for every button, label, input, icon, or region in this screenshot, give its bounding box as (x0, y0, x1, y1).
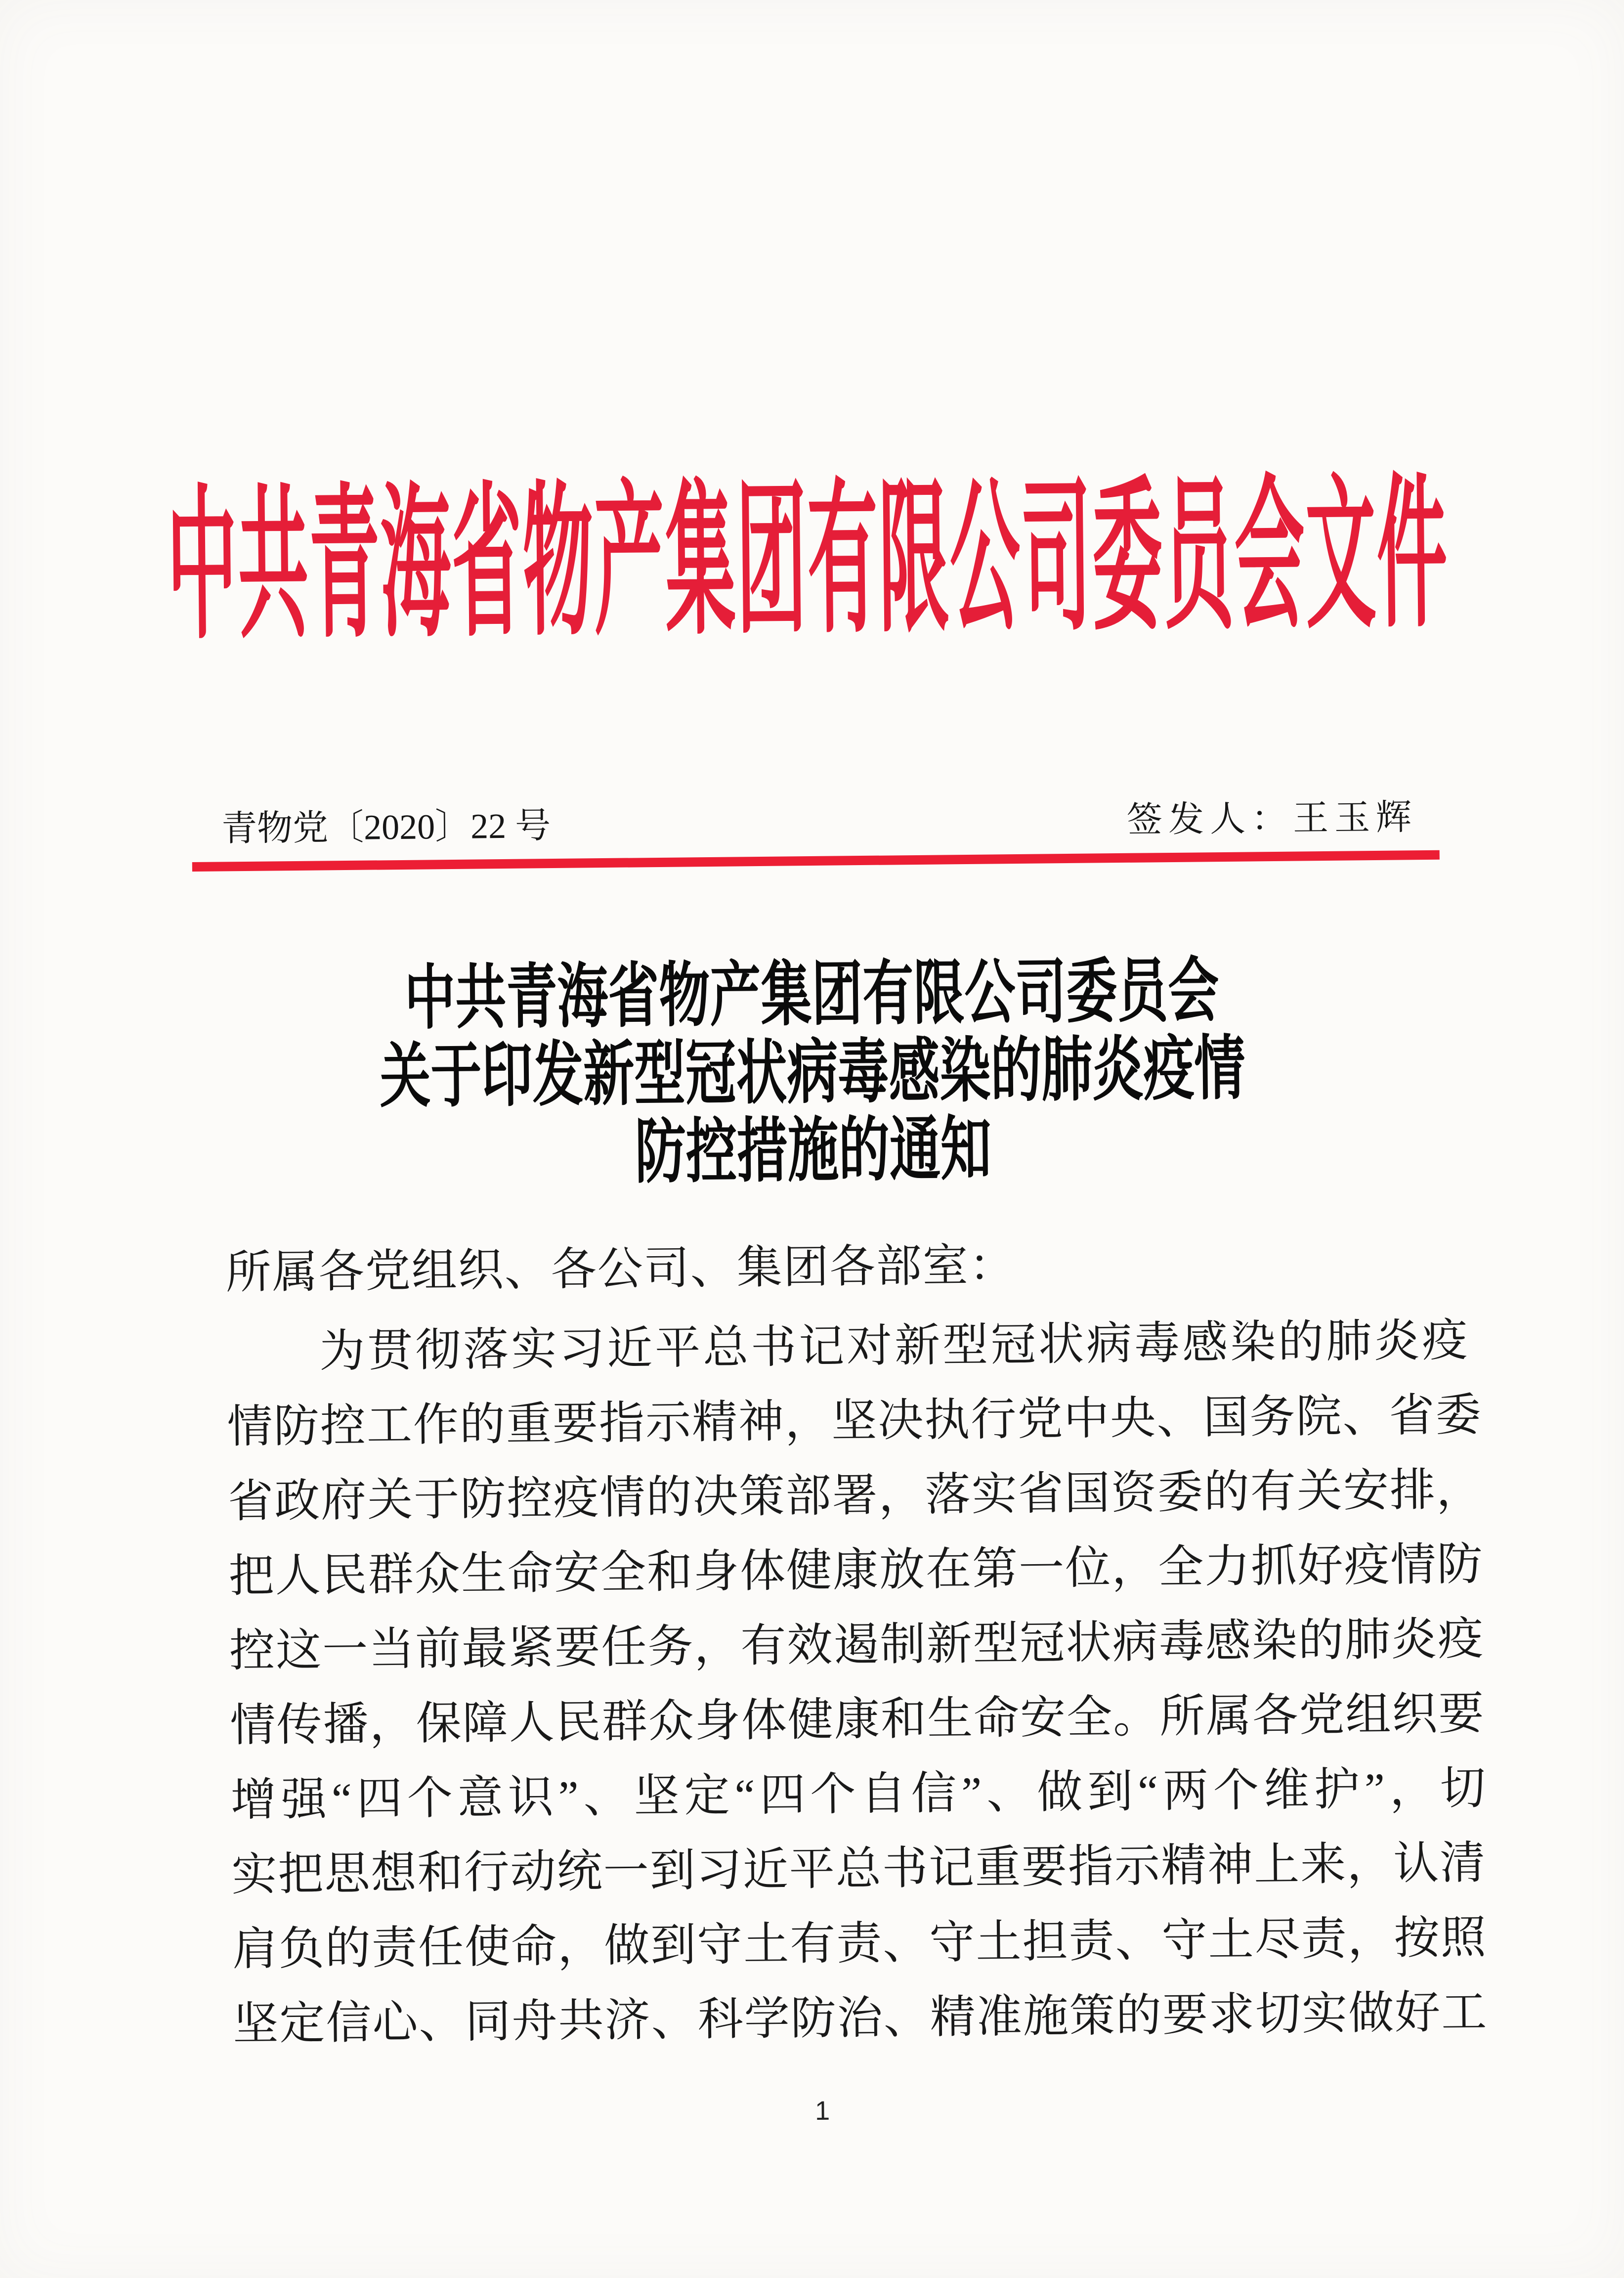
body-line: 实把思想和行动统一到习近平总书记重要指示精神上来，认清 (231, 1837, 1486, 1900)
doc-number: 青物党〔2020〕22 号 (221, 806, 551, 849)
notice-title-line-2: 关于印发新型冠状病毒感染的肺炎疫情 (379, 1029, 1246, 1116)
notice-title-line-3: 防控措施的通知 (635, 1109, 992, 1191)
red-header-title: 中共青海省物产集团有限公司委员会文件 (166, 463, 1449, 659)
salutation: 所属各党组织、各公司、集团各部室： (225, 1240, 1016, 1298)
doc-info-row (221, 795, 1418, 851)
notice-title-line-1: 中共青海省物产集团有限公司委员会 (404, 951, 1220, 1038)
red-divider-line (192, 850, 1440, 872)
body-line: 情传播，保障人民群众身体健康和生命安全。所属各党组织要 (230, 1688, 1485, 1751)
issuer: 签发人：王玉辉 (1126, 797, 1418, 840)
body-line: 把人民群众生命安全和身体健康放在第一位，全力抓好疫情防 (228, 1539, 1484, 1602)
body-line: 情防控工作的重要指示精神，坚决执行党中央、国务院、省委 (227, 1390, 1482, 1452)
body-line: 坚定信心、同舟共济、科学防治、精准施策的要求切实做好工 (232, 1986, 1488, 2050)
body-line: 为贯彻落实习近平总书记对新型冠状病毒感染的肺炎疫 (319, 1315, 1470, 1377)
body-line: 肩负的责任使命，做到守土有责、守土担责、守土尽责，按照 (232, 1912, 1487, 1975)
body-paragraph (226, 1303, 1488, 2061)
body-line: 增强“四个意识”、坚定“四个自信”、做到“两个维护”，切 (230, 1763, 1486, 1826)
body-line: 省政府关于防控疫情的决策部署，落实省国资委的有关安排， (227, 1464, 1483, 1527)
page-number: 1 (814, 2096, 830, 2126)
body-line: 控这一当前最紧要任务，有效遏制新型冠状病毒感染的肺炎疫 (229, 1614, 1484, 1676)
